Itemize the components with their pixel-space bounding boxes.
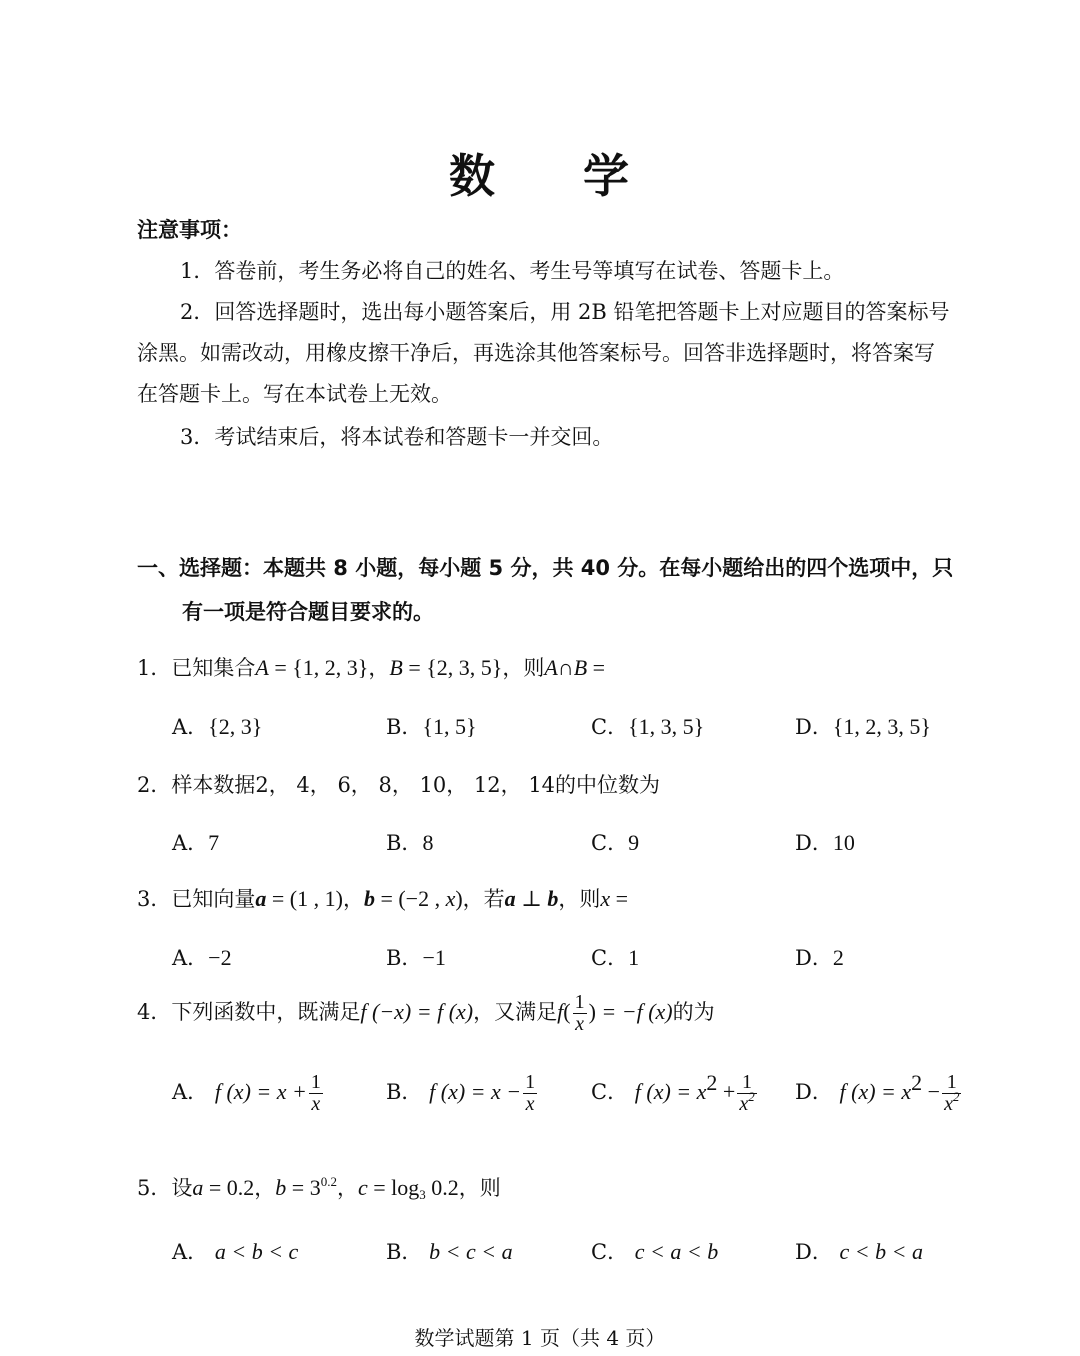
q1-option-c: C．{1, 3, 5}: [591, 714, 705, 739]
q1-option-b: B．{1, 5}: [386, 714, 477, 739]
q4-option-c: C． f $(x) = x^2$ + $\frac{1}{x^2}$: [591, 1070, 755, 1115]
q2-option-d: D．10: [795, 830, 855, 855]
q3-option-b: B．−1: [386, 945, 446, 970]
q2-option-c: C．9: [591, 830, 640, 855]
q2-option-b: B．8: [386, 830, 434, 855]
question-2: 2．样本数据2， 4， 6， 8， 10， 12， 14的中位数为: [137, 773, 661, 797]
q1-option-a: A．{2, 3}: [172, 714, 263, 739]
notice-item-3: 3．考试结束后，将本试卷和答题卡一并交回。: [180, 425, 614, 449]
question-4: 4．下列函数中，既满足f (−x) = f (x)，又满足f( $\frac{1}{x}$ ) = −f (x)的为: [137, 991, 715, 1035]
q1-option-d: D．{1, 2, 3, 5}: [795, 714, 931, 739]
section-1-heading: 一、选择题：本题共 8 小题，每小题 5 分，共 40 分。在每小题给出的四个选项中，只: [137, 556, 954, 580]
notice-item-1: 1．答卷前，考生务必将自己的姓名、考生号等填写在试卷、答题卡上。: [180, 259, 845, 283]
q4-option-a: A． f (x) = x + $\frac{1}{x}$: [172, 1071, 321, 1115]
section-1-heading-cont: 有一项是符合题目要求的。: [182, 600, 434, 624]
q5-option-a: A． a < b < c: [172, 1239, 299, 1264]
notice-heading: 注意事项：: [137, 218, 242, 242]
page-footer: 数学试题第 1 页（共 4 页）: [414, 1326, 666, 1350]
q3-option-c: C．1: [591, 945, 640, 970]
q5-option-b: B． b < c < a: [386, 1239, 513, 1264]
q2-option-a: A．7: [172, 830, 220, 855]
q5-option-c: C． c < a < b: [591, 1239, 719, 1264]
q4-option-b: B． f (x) = x − $\frac{1}{x}$: [386, 1071, 536, 1115]
page-title: 数 学: [449, 149, 631, 203]
question-3: 3．已知向量a = (1 , 1)，b = (−2 , x)，若a ⊥ b，则x =: [137, 886, 629, 911]
q4-fraction: $\frac{1}{x}$: [574, 991, 585, 1035]
question-1: 1．已知集合A = {1, 2, 3}，B = {2, 3, 5}，则A∩B =: [137, 655, 606, 680]
q4-option-d: D． f $(x) = x^2$ − $\frac{1}{x^2}$: [795, 1070, 960, 1115]
question-5: 5．设a = 0.2，$b = 3^{0.2}$，$c = \log_3 0.2$，则: [137, 1174, 501, 1202]
notice-item-2: 2．回答选择题时，选出每小题答案后，用 2B 铅笔把答题卡上对应题目的答案标号: [180, 300, 950, 324]
q3-option-d: D．2: [795, 945, 844, 970]
notice-item-2-cont2: 在答题卡上。写在本试卷上无效。: [137, 382, 452, 406]
notice-item-2-cont1: 涂黑。如需改动，用橡皮擦干净后，再选涂其他答案标号。回答非选择题时，将答案写: [137, 341, 935, 365]
q5-option-d: D． c < b < a: [795, 1239, 923, 1264]
q3-option-a: A．−2: [172, 945, 232, 970]
